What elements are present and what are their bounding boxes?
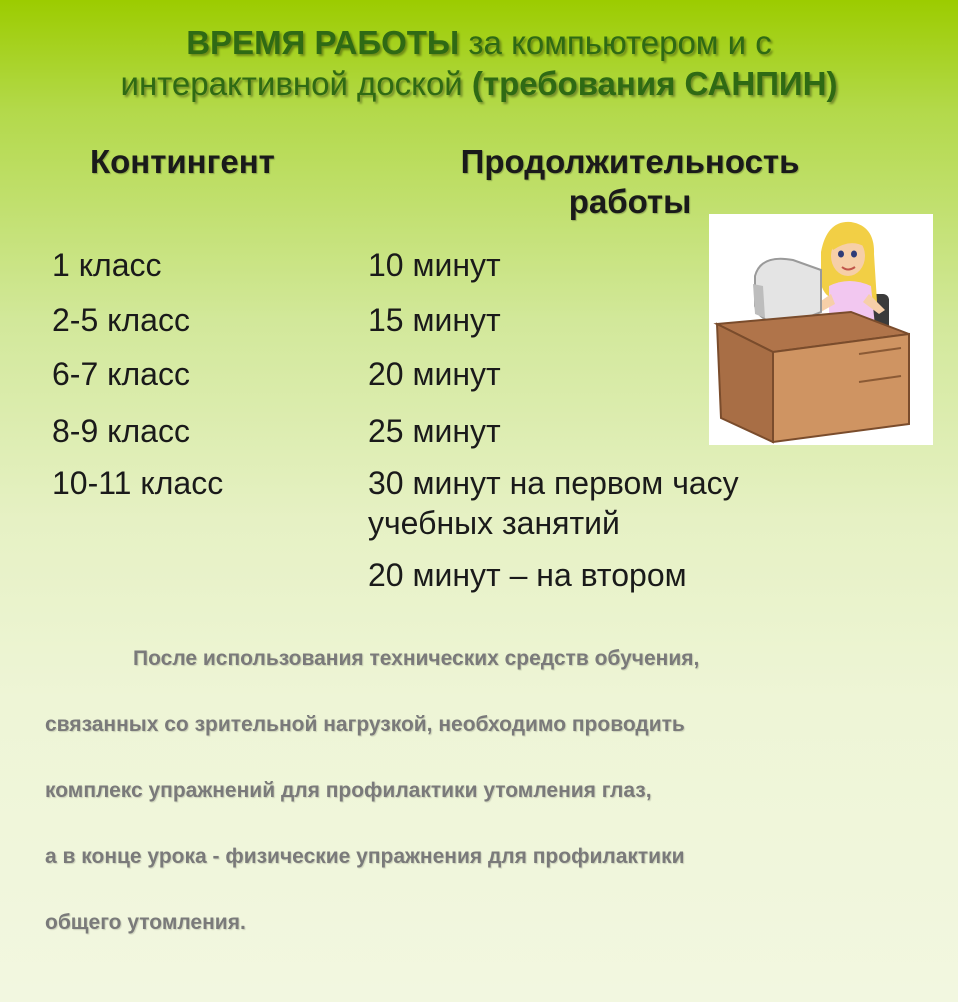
note-line: общего утомления.: [45, 911, 246, 934]
table-row-group: 1 класс: [52, 247, 162, 283]
table-row-group: 2-5 класс: [52, 302, 190, 338]
title-bold-part-2: (требования САНПИН): [471, 65, 838, 102]
title-regular-part-2: интерактивной доской: [120, 65, 472, 102]
column-header-duration-line2: работы: [568, 183, 692, 220]
note-line: связанных со зрительной нагрузкой, необходимо проводить: [45, 713, 685, 736]
column-header-duration-line1: Продолжительность: [460, 143, 800, 180]
table-row-duration-line1: 30 минут на первом часу: [368, 465, 739, 501]
table-row-group: 8-9 класс: [52, 413, 190, 449]
table-row-group: 6-7 класс: [52, 356, 190, 392]
table-row-duration-line2: учебных занятий: [368, 505, 620, 541]
title-regular-part: за компьютером и с: [459, 24, 772, 61]
table-row-duration-extra: 20 минут – на втором: [368, 557, 687, 593]
girl-at-computer-desk-icon-svg: [709, 214, 933, 445]
girl-at-computer-desk-icon: [709, 214, 933, 445]
column-header-duration: [430, 142, 830, 222]
note-line: комплекс упражнений для профилактики утомления глаз,: [45, 779, 652, 802]
table-row-group: 10-11 класс: [52, 465, 224, 501]
table-row-duration: 25 минут: [368, 413, 501, 449]
table-row-duration: 15 минут: [368, 302, 501, 338]
note-line: а в конце урока - физические упражнения для профилактики: [45, 845, 685, 868]
column-header-contingent: Контингент: [90, 143, 275, 180]
page-title: [0, 22, 958, 104]
table-row-duration: 10 минут: [368, 247, 501, 283]
note-paragraph: [45, 626, 925, 956]
title-bold-part: ВРЕМЯ РАБОТЫ: [186, 24, 460, 61]
note-line: После использования технических средств обучения,: [133, 647, 700, 670]
table-row-duration: 20 минут: [368, 356, 501, 392]
